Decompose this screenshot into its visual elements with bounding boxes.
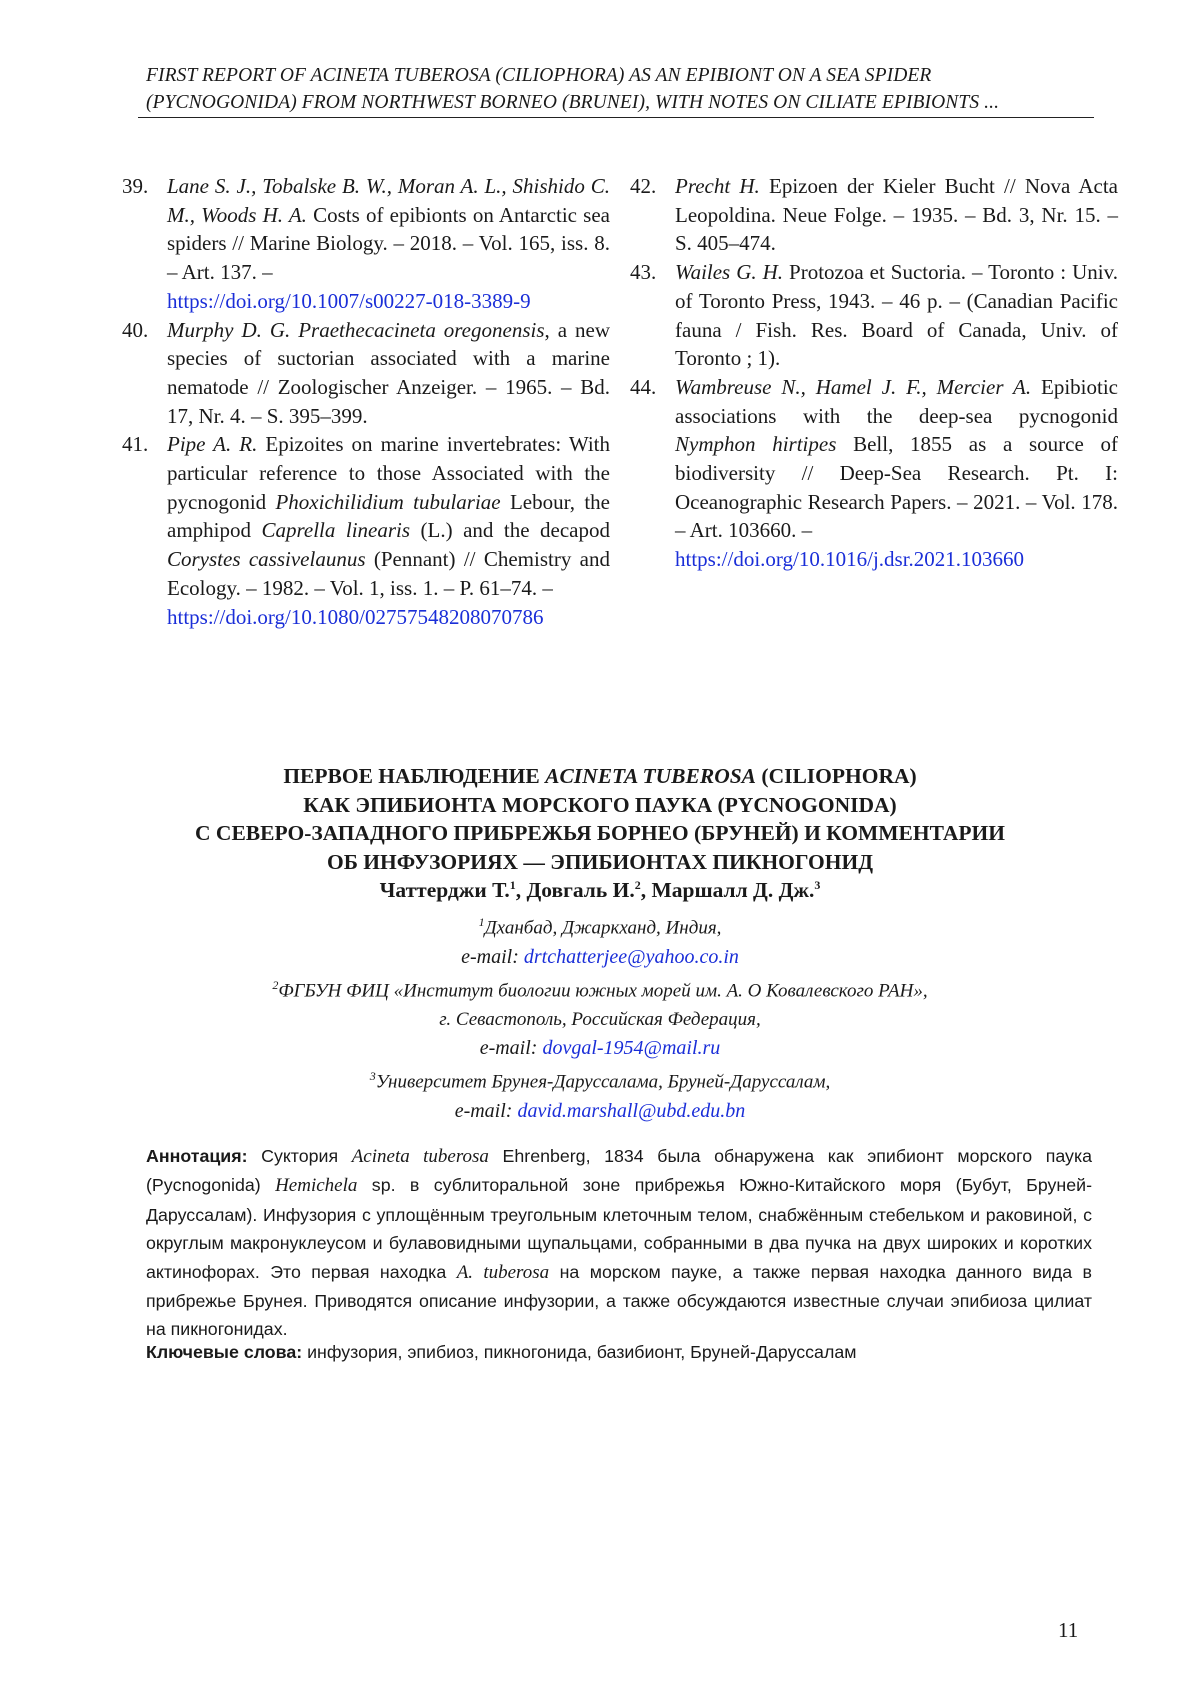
reference-text — [167, 316, 610, 431]
doi-link[interactable]: https://doi.org/10.1016/j.dsr.2021.103660 — [675, 547, 1025, 572]
reference-body: Epizoen der Kieler Bucht // Nova Acta Leopoldina. Neue Folge. – 1935. – Bd. 3, Nr. 15. – S. 405–474. — [675, 174, 1118, 256]
affiliation-text: Университет Брунея-Даруссалама, Бруней-Даруссалам, — [375, 1071, 831, 1093]
references-column-right — [630, 172, 1118, 574]
affiliation-email-line — [120, 943, 1080, 971]
title-line-4: ОБ ИНФУЗОРИЯХ — ЭПИБИОНТАХ ПИКНОГОНИД — [326, 849, 873, 874]
page-number: 11 — [1058, 1618, 1079, 1642]
affiliation-1 — [120, 908, 1080, 943]
affiliation-mark: 3 — [369, 1069, 376, 1084]
article-title — [120, 762, 1080, 876]
author-name: Чаттерджи Т. — [379, 878, 510, 903]
running-head — [146, 62, 1091, 116]
header-rule — [138, 117, 1094, 118]
reference-number: 41. — [122, 432, 149, 457]
abstract-text: Суктория — [247, 1146, 352, 1166]
reference-body: Epibiotic associations with the deep-sea pycnogonid — [675, 374, 1118, 428]
affiliation-mark: 1 — [478, 915, 485, 929]
reference-authors: Precht H. — [675, 174, 760, 198]
abstract — [146, 1142, 1092, 1344]
reference-species: Praethecacineta oregonensis — [290, 317, 545, 342]
abstract-species: Hemichela — [275, 1175, 358, 1197]
reference-number: 44. — [630, 374, 657, 399]
email-label: e-mail: — [454, 1099, 518, 1122]
reference-authors: Wailes G. H. — [675, 260, 784, 285]
reference-item — [630, 172, 1118, 258]
reference-body: Costs of epibionts on Antarctic sea spiders // Marine Biology. – 2018. – Vol. 165, iss. 8. – Art. 137. – — [167, 202, 610, 285]
reference-text — [675, 172, 1118, 258]
email-label: e-mail: — [479, 1036, 543, 1059]
keywords-text: инфузория, эпибиоз, пикногонида, базибионт, Бруней-Даруссалам — [302, 1342, 857, 1362]
reference-body: Bell, 1855 as a source of biodiversity // Deep-Sea Research. Pt. I: Oceanographic Research Papers. – 2021. – Vol. 178. – Art. 103660. – — [675, 432, 1118, 543]
reference-species: Caprella linearis — [261, 518, 411, 543]
affiliation-email-line — [120, 1034, 1080, 1062]
reference-item — [122, 430, 610, 631]
reference-number: 39. — [122, 174, 149, 198]
reference-body: Epizoites on marine invertebrates: With particular reference to those Associated with the pycnogonid — [167, 432, 610, 514]
email-link[interactable]: drtchatterjee@yahoo.co.in — [523, 945, 739, 968]
running-head-line-2: (PYCNOGONIDA) FROM NORTHWEST BORNEO (BRUNEI), WITH NOTES ON CILIATE EPIBIONTS ... — [146, 92, 1000, 113]
reference-body: (Pennant) // Chemistry and Ecology. – 1982. – Vol. 1, iss. 1. – P. 61–74. – — [167, 547, 610, 600]
affiliation-text: Дханбад, Джаркханд, Индия, — [484, 917, 722, 939]
title-line-3: С СЕВЕРО-ЗАПАДНОГО ПРИБРЕЖЬЯ БОРНЕО (БРУНЕЙ) И КОММЕНТАРИИ — [195, 821, 1005, 845]
abstract-species: Acineta tuberosa — [351, 1146, 489, 1167]
reference-text — [167, 430, 610, 631]
reference-item — [630, 258, 1118, 373]
reference-body: , a new species of suctorian associated with a marine nematode // Zoologischer Anzeiger. – 1965. – Bd. 17, Nr. 4. – S. 395–399. — [167, 317, 610, 428]
abstract-text: на морском пауке, а также первая находка данного вида в прибрежье Брунея. Приводятся описание инфузории, а также обсуждаются известные случаи эпибиоза цилиат на пикногонидах. — [146, 1261, 1092, 1340]
title-species: ACINETA TUBEROSA — [545, 764, 757, 788]
author-affiliation-mark: 2 — [634, 878, 641, 892]
title-line-2: КАК ЭПИБИОНТА МОРСКОГО ПАУКА (PYCNOGONIDA) — [303, 792, 897, 817]
reference-number: 40. — [122, 317, 149, 342]
reference-authors: Lane S. J., Tobalske B. W., Moran A. L., Shishido C. M., Woods H. A. — [167, 174, 610, 227]
abstract-label: Аннотация: — [146, 1146, 248, 1166]
keywords — [146, 1342, 1092, 1363]
references-column-left — [122, 172, 610, 631]
reference-species: Corystes cassivelaunus — [167, 547, 366, 572]
reference-body: (L.) and the decapod — [410, 518, 610, 543]
author-affiliation-mark: 3 — [814, 878, 821, 892]
author-affiliation-mark: 1 — [509, 878, 516, 892]
author-list — [120, 878, 1080, 903]
reference-item — [122, 316, 610, 431]
reference-species: Nymphon hirtipes — [675, 432, 837, 457]
affiliation-2-city: г. Севастополь, Российская Федерация, — [439, 1008, 761, 1030]
email-link[interactable]: dovgal-1954@mail.ru — [542, 1036, 721, 1059]
email-label: e-mail: — [461, 945, 524, 968]
abstract-text: Ehrenberg, 1834 была обнаружена как эпибионт морского паука (Pycnogonida) — [146, 1146, 1093, 1196]
affiliation-3 — [120, 1062, 1080, 1097]
reference-text — [167, 172, 610, 316]
doi-link[interactable]: https://doi.org/10.1080/02757548208070786 — [167, 604, 544, 629]
doi-link[interactable]: https://doi.org/10.1007/s00227-018-3389-9 — [167, 288, 531, 313]
running-head-line-1: FIRST REPORT OF ACINETA TUBEROSA (CILIOPHORA) AS AN EPIBIONT ON A SEA SPIDER — [146, 65, 932, 86]
author-name: , Маршалл Д. Дж. — [640, 878, 815, 903]
title-text: ПЕРВОЕ НАБЛЮДЕНИЕ — [283, 764, 546, 788]
reference-body: Protozoa et Suctoria. – Toronto : Univ. of Toronto Press, 1943. – 46 p. – (Canadian Pacific fauna / Fish. Res. Board of Canada, Univ. of Toronto ; 1). — [675, 260, 1118, 371]
abstract-species: A. tuberosa — [456, 1261, 550, 1283]
reference-text — [675, 258, 1118, 373]
reference-number: 43. — [630, 260, 657, 285]
abstract-text: sp. в сублиторальной зоне прибрежья Южно-Китайского моря (Бубут, Бруней-Даруссалам). Инфузория с уплощённым треугольным клеточным телом, снабжённым стебельком и раковиной, с округлым макронуклеусом и булавовидными щупальцами, собранными в два пучка на двух широких и коротких актинофорах. Это первая находка — [146, 1175, 1092, 1282]
reference-authors: Murphy D. G. — [167, 317, 291, 342]
keywords-label: Ключевые слова: — [146, 1342, 303, 1362]
affiliation-text: ФГБУН ФИЦ «Институт биологии южных морей им. А. О Ковалевского РАН», — [278, 980, 928, 1002]
reference-body: Lebour, the amphipod — [167, 489, 610, 543]
author-name: , Довгаль И. — [515, 878, 635, 903]
reference-item — [122, 172, 610, 316]
title-line-1 — [120, 762, 1080, 791]
reference-authors: Wambreuse N., Hamel J. F., Mercier A. — [675, 374, 1032, 399]
affiliation-email-line — [120, 1097, 1080, 1125]
reference-authors: Pipe A. R. — [167, 432, 258, 457]
reference-number: 42. — [630, 174, 657, 198]
reference-species: Phoxichilidium tubulariae — [275, 489, 501, 514]
reference-text — [675, 373, 1118, 574]
reference-item — [630, 373, 1118, 574]
email-link[interactable]: david.marshall@ubd.edu.bn — [517, 1099, 746, 1122]
title-text: (CILIOPHORA) — [756, 764, 917, 788]
affiliation-mark: 2 — [272, 977, 279, 992]
affiliation-2 — [120, 971, 1080, 1006]
affiliations — [120, 908, 1080, 1125]
